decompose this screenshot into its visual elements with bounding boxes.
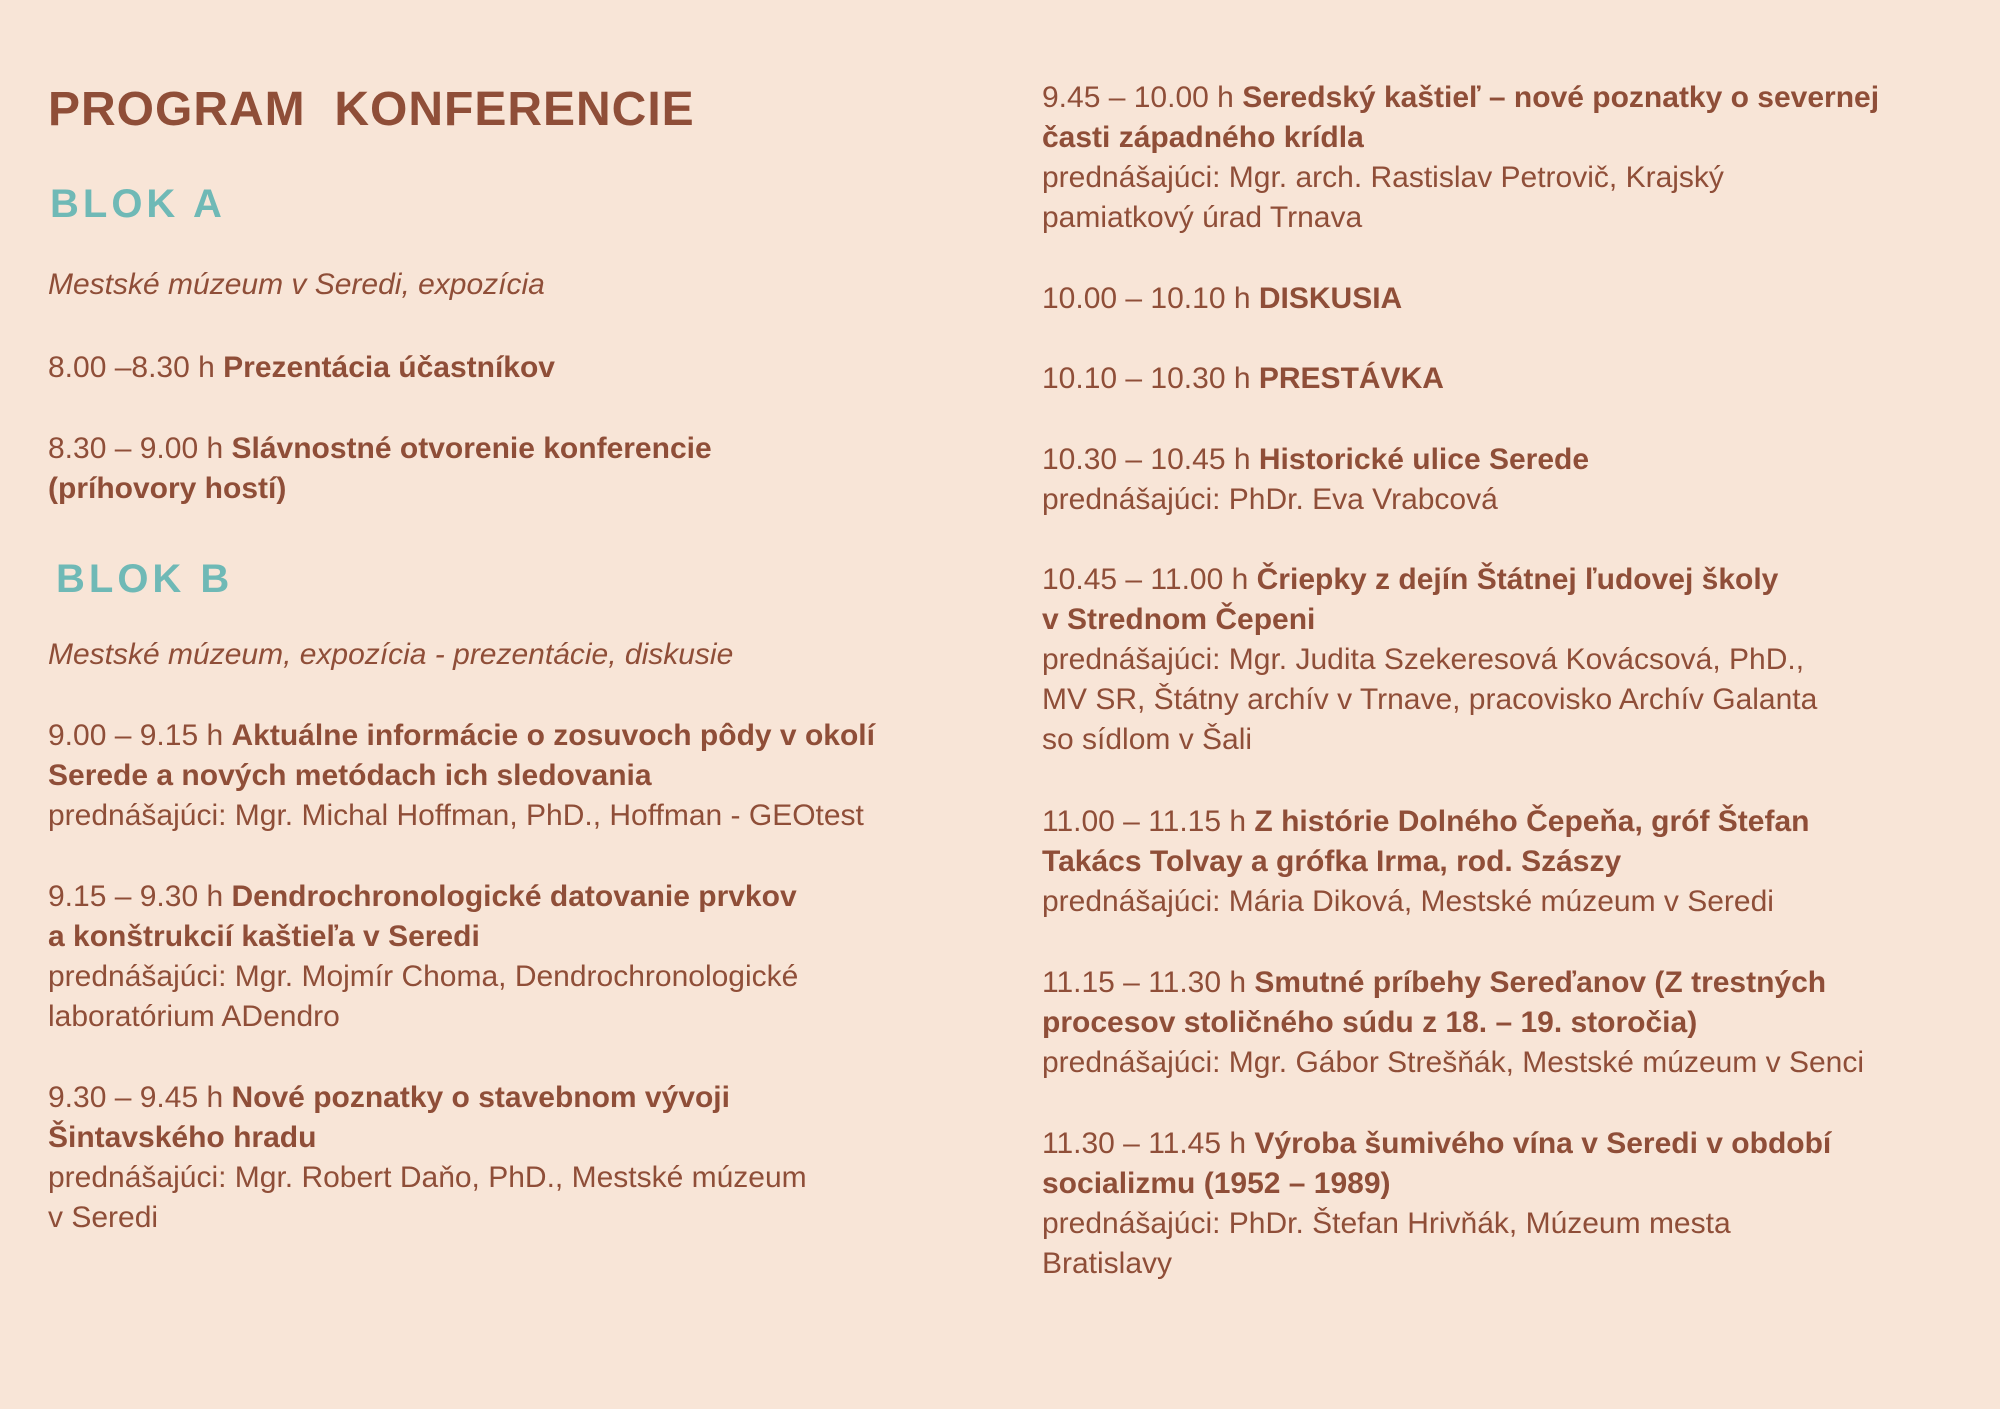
item-speaker-cont: Bratislavy [1042,1247,1173,1280]
program-item [48,429,712,509]
item-title: Prezentácia účastníkov [223,351,555,384]
item-title: Slávnostné otvorenie konferencie [231,432,712,465]
item-title: DISKUSIA [1258,282,1403,315]
item-time: 8.30 – 9.00 h [48,432,224,465]
item-speaker-cont: laboratórium ADendro [48,1000,340,1033]
program-item [1042,359,1444,399]
item-time: 9.00 – 9.15 h [48,719,224,752]
item-title-cont: Takács Tolvay a grófka Irma, rod. Szászy [1042,845,1622,878]
item-speaker: prednášajúci: PhDr. Štefan Hrivňák, Múzeum mesta [1042,1207,1731,1240]
item-title: Smutné príbehy Sereďanov (Z trestných [1254,966,1827,999]
item-time: 11.15 – 11.30 h [1042,966,1247,999]
item-time: 10.00 – 10.10 h [1042,282,1251,315]
item-time: 10.45 – 11.00 h [1042,563,1249,596]
item-title-cont: Šintavského hradu [48,1121,317,1154]
blok-a-heading: BLOK A [50,182,226,226]
program-item [48,877,798,1037]
item-time: 10.10 – 10.30 h [1042,362,1251,395]
item-title: Aktuálne informácie o zosuvoch pôdy v okolí [231,719,875,752]
page-title: PROGRAM KONFERENCIE [48,83,695,136]
item-time: 9.15 – 9.30 h [48,880,224,913]
item-time: 9.30 – 9.45 h [48,1081,224,1114]
blok-a-venue: Mestské múzeum v Seredi, expozícia [48,268,545,301]
item-time: 9.45 – 10.00 h [1042,81,1234,114]
item-title: PRESTÁVKA [1258,362,1444,395]
program-item [1042,560,1817,760]
item-speaker: prednášajúci: Mária Diková, Mestské múzeum v Seredi [1042,885,1774,918]
program-item [1042,802,1809,922]
item-title-cont: procesov stoličného súdu z 18. – 19. storočia) [1042,1006,1698,1039]
item-speaker-cont: pamiatkový úrad Trnava [1042,201,1363,234]
item-speaker-cont: so sídlom v Šali [1042,723,1253,756]
blok-b-venue: Mestské múzeum, expozícia - prezentácie, diskusie [48,638,734,671]
program-item [48,348,555,388]
item-speaker: prednášajúci: Mgr. Judita Szekeresová Kovácsová, PhD., [1042,643,1805,676]
program-item [1042,78,1879,238]
item-title-cont: socializmu (1952 – 1989) [1042,1167,1391,1200]
program-item [1042,279,1402,319]
item-speaker: prednášajúci: Mgr. Mojmír Choma, Dendrochronologické [48,960,799,993]
item-title: Nové poznatky o stavebnom vývoji [231,1081,730,1114]
item-speaker: prednášajúci: Mgr. Robert Daňo, PhD., Mestské múzeum [48,1161,807,1194]
item-title: Historické ulice Serede [1258,443,1590,476]
item-title: Výroba šumivého vína v Seredi v období [1254,1127,1832,1160]
item-title: Čriepky z dejín Štátnej ľudovej školy [1256,563,1779,596]
program-item [48,716,875,836]
program-item [1042,963,1864,1083]
item-speaker: prednášajúci: Mgr. Michal Hoffman, PhD., Hoffman - GEOtest [48,799,864,832]
item-title-cont: (príhovory hostí) [48,472,287,505]
item-speaker-cont: MV SR, Štátny archív v Trnave, pracovisko Archív Galanta [1042,683,1818,716]
item-time: 11.00 – 11.15 h [1042,805,1247,838]
item-speaker: prednášajúci: PhDr. Eva Vrabcová [1042,483,1498,516]
item-speaker: prednášajúci: Mgr. Gábor Strešňák, Mestské múzeum v Senci [1042,1046,1865,1079]
program-item [48,1078,807,1238]
item-time: 10.30 – 10.45 h [1042,443,1251,476]
item-title-cont: časti západného krídla [1042,121,1364,154]
item-title-cont: v Strednom Čepeni [1042,603,1316,636]
item-title: Dendrochronologické datovanie prvkov [231,880,797,913]
item-speaker-cont: v Seredi [48,1201,159,1234]
item-title: Z histórie Dolného Čepeňa, gróf Štefan [1254,805,1810,838]
program-item [1042,440,1589,520]
program-item [1042,1124,1831,1284]
item-title-cont: Serede a nových metódach ich sledovania [48,759,652,792]
blok-b-heading: BLOK B [56,557,234,601]
item-speaker: prednášajúci: Mgr. arch. Rastislav Petrovič, Krajský [1042,161,1724,194]
item-title-cont: a konštrukcií kaštieľa v Seredi [48,920,480,953]
item-time: 8.00 –8.30 h [48,351,215,384]
item-time: 11.30 – 11.45 h [1042,1127,1247,1160]
item-title: Seredský kaštieľ – nové poznatky o severnej [1242,81,1880,114]
